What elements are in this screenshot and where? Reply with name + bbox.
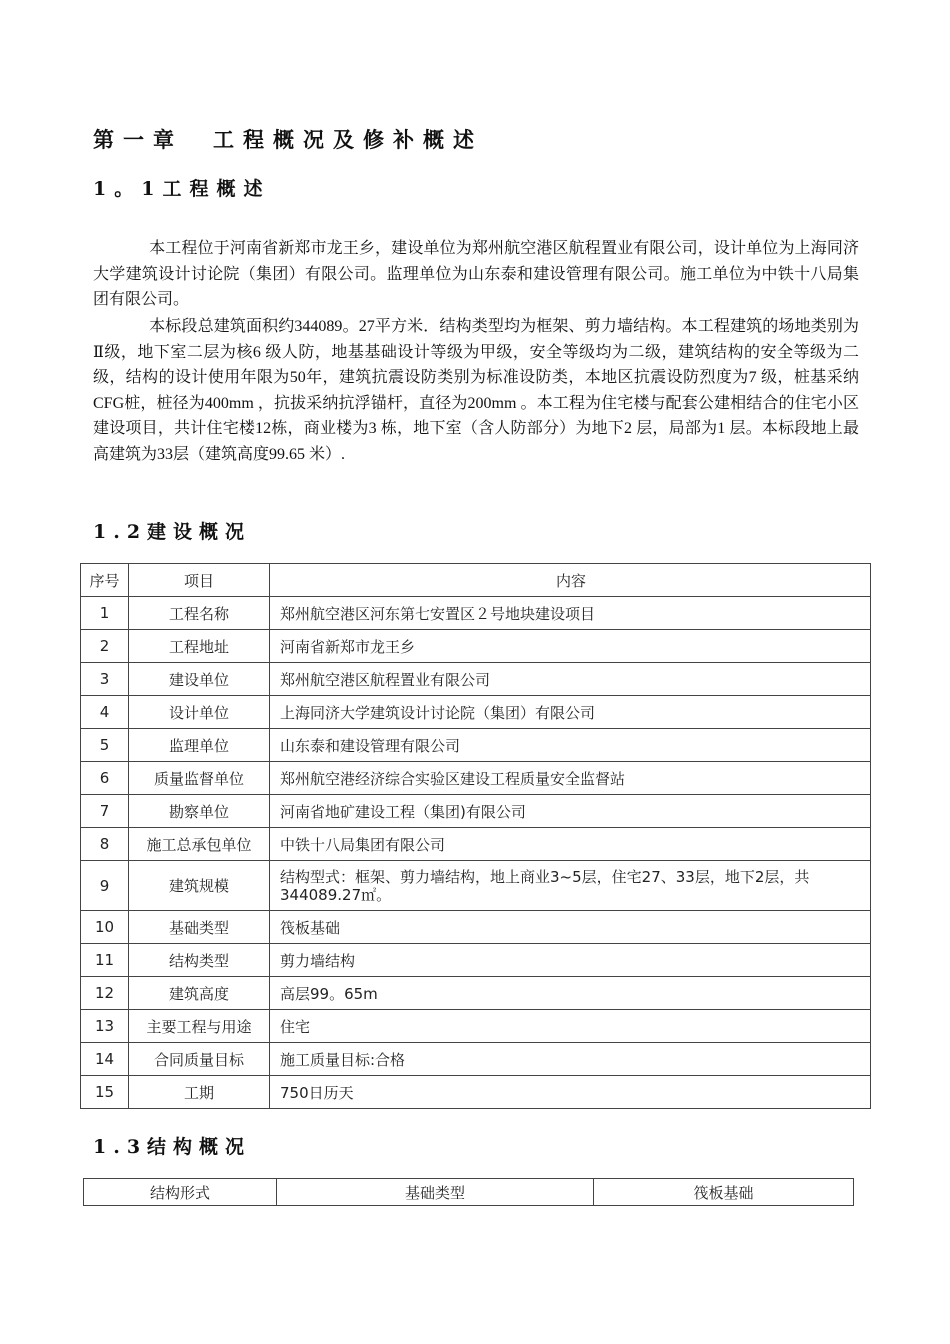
row-item: 施工总承包单位 [129,828,270,861]
table-header-row [81,564,871,597]
table-row [81,977,871,1010]
row-item: 工程地址 [129,630,270,663]
structure-form-cell: 结构形式 [84,1179,277,1206]
row-item: 建筑高度 [129,977,270,1010]
row-number: 1 [81,597,129,630]
row-item: 工期 [129,1076,270,1109]
row-content: 郑州航空港区航程置业有限公司 [270,663,871,696]
table-row [81,1043,871,1076]
table-row [81,1076,871,1109]
row-content: 施工质量目标:合格 [270,1043,871,1076]
table-row [81,861,871,911]
row-item: 结构类型 [129,944,270,977]
row-item: 勘察单位 [129,795,270,828]
row-number: 12 [81,977,129,1010]
row-content: 上海同济大学建筑设计讨论院（集团）有限公司 [270,696,871,729]
paragraph-location [93,236,859,313]
structure-table [83,1178,854,1206]
row-number: 14 [81,1043,129,1076]
row-item: 建筑规模 [129,861,270,911]
row-number: 4 [81,696,129,729]
row-number: 11 [81,944,129,977]
table-row [81,663,871,696]
row-number: 3 [81,663,129,696]
row-content: 中铁十八局集团有限公司 [270,828,871,861]
row-item: 合同质量目标 [129,1043,270,1076]
row-number: 8 [81,828,129,861]
row-item: 建设单位 [129,663,270,696]
row-content: 郑州航空港区河东第七安置区２号地块建设项目 [270,597,871,630]
row-content: 河南省地矿建设工程（集团)有限公司 [270,795,871,828]
row-number: 2 [81,630,129,663]
header-item: 项目 [129,564,270,597]
row-item: 主要工程与用途 [129,1010,270,1043]
section-heading-1-1: 1。1工程概述 [93,178,271,200]
construction-info-table [80,563,871,1109]
row-number: 13 [81,1010,129,1043]
table-row [81,729,871,762]
raft-foundation-cell: 筏板基础 [594,1179,854,1206]
table-row [81,944,871,977]
table-row [81,795,871,828]
row-content: 河南省新郑市龙王乡 [270,630,871,663]
row-content: 筏板基础 [270,911,871,944]
header-number: 序号 [81,564,129,597]
row-item: 监理单位 [129,729,270,762]
row-number: 5 [81,729,129,762]
table-row [81,597,871,630]
table-row [81,1010,871,1043]
table-row [81,911,871,944]
table-row [81,762,871,795]
row-content: 剪力墙结构 [270,944,871,977]
row-content: 结构型式：框架、剪力墙结构，地上商业3~5层，住宅27、33层，地下2层，共344089.27㎡。 [270,861,871,911]
header-content: 内容 [270,564,871,597]
foundation-type-cell: 基础类型 [277,1179,594,1206]
row-item: 设计单位 [129,696,270,729]
row-content: 高层99。65m [270,977,871,1010]
paragraph-scope-text: 本标段总建筑面积约344089。27平方米．结构类型均为框架、剪力墙结构。本工程建筑的场地类别为Ⅱ级，地下室二层为核6 级人防，地基基础设计等级为甲级，安全等级均为二级，建筑结构的安全等级为二级，结构的设计使用年限为50年，建筑抗震设防类别为标准设防类，本地区抗震设防烈度为7 级，桩基采纳CFG桩，桩径为400mm ，抗拔采纳抗浮锚杆，直径为200mm 。本工程为住宅楼与配套公建相结合的住宅小区建设项目，共计住宅楼12栋，商业楼为3 栋，地下室（含人防部分）为地下2 层，局部为1 层。本标段地上最高建筑为33层（建筑高度99.65 米）. [93,318,859,463]
table-row [84,1179,854,1206]
table-row [81,630,871,663]
paragraph-location-text: 本工程位于河南省新郑市龙王乡，建设单位为郑州航空港区航程置业有限公司，设计单位为上海同济大学建筑设计讨论院（集团）有限公司。监理单位为山东泰和建设管理有限公司。施工单位为中铁十八局集团有限公司。 [93,240,859,308]
table-row [81,696,871,729]
section-heading-1-3: 1.3结构概况 [93,1136,252,1158]
row-item: 基础类型 [129,911,270,944]
row-number: 7 [81,795,129,828]
row-number: 9 [81,861,129,911]
row-number: 6 [81,762,129,795]
row-item: 质量监督单位 [129,762,270,795]
row-content: 住宅 [270,1010,871,1043]
table-row [81,828,871,861]
section-heading-1-2: 1.2建设概况 [93,521,252,543]
paragraph-scope [93,314,859,467]
row-number: 15 [81,1076,129,1109]
row-item: 工程名称 [129,597,270,630]
row-content: 山东泰和建设管理有限公司 [270,729,871,762]
row-content: 郑州航空港经济综合实验区建设工程质量安全监督站 [270,762,871,795]
chapter-title: 第一章 工程概况及修补概述 [93,127,483,152]
row-number: 10 [81,911,129,944]
row-content: 750日历天 [270,1076,871,1109]
